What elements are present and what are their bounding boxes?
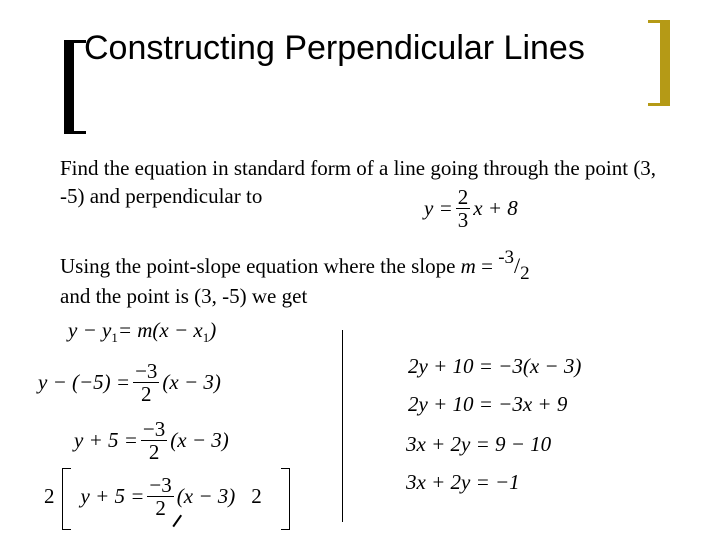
given-fraction [456, 186, 471, 231]
slope-numerator: -3 [498, 247, 515, 268]
s4-pre: 2 [44, 484, 55, 508]
s4-rhs: (x − 3) [176, 484, 236, 508]
given-num: 2 [457, 185, 469, 209]
s4-num: −3 [149, 473, 172, 497]
title-right-bracket [648, 20, 670, 106]
s4-fraction [147, 474, 173, 519]
s2-den: 2 [141, 382, 152, 406]
step-r4: 3x + 2y = −1 [406, 470, 520, 494]
slope-slash: / [514, 253, 521, 278]
point-slope-formula [68, 318, 216, 343]
step-multiply [44, 474, 262, 519]
s3-den: 2 [148, 440, 160, 464]
slope-equals: = [475, 254, 499, 278]
s4-post: 2 [251, 484, 262, 508]
problem-text: Find the equation in standard form of a line going through the point (3, -5) and perpendicular to [60, 156, 657, 208]
problem-statement [60, 154, 660, 210]
method-text-b: and the point is (3, -5) we get [60, 284, 308, 308]
method-statement [60, 247, 660, 310]
s2-lhs: y − (−5) = [38, 370, 131, 394]
ps-sub1: 1 [111, 329, 118, 345]
ps-y: y − y [68, 318, 112, 342]
slide-title: Constructing Perpendicular Lines [84, 29, 585, 67]
s3-rhs: (x − 3) [170, 428, 229, 452]
given-rhs: x + 8 [473, 196, 518, 220]
step-r2: 2y + 10 = −3x + 9 [408, 392, 568, 416]
column-divider [342, 330, 343, 522]
step-simplify [74, 418, 229, 463]
slope-symbol: m [460, 254, 476, 278]
s4-lhs: y + 5 = [80, 484, 145, 508]
s4-den: 2 [155, 496, 166, 520]
s3-fraction [141, 418, 167, 463]
ps-end: ) [209, 318, 217, 342]
ps-mid: = m(x − x [117, 318, 203, 342]
given-equation [424, 186, 518, 231]
multiply-bracket-left [62, 468, 71, 530]
ps-sub2: 1 [202, 329, 210, 345]
s2-rhs: (x − 3) [162, 370, 221, 394]
slope-denominator: 2 [520, 263, 530, 284]
s3-num: −3 [142, 417, 166, 441]
method-text-a: Using the point-slope equation where the slope [60, 254, 461, 278]
title-left-bracket [64, 40, 86, 134]
multiply-bracket-right [281, 468, 290, 530]
given-den: 3 [457, 208, 469, 232]
step-substitute [38, 360, 221, 405]
s2-num: −3 [135, 359, 158, 383]
step-r3: 3x + 2y = 9 − 10 [406, 432, 552, 456]
s2-fraction [133, 360, 159, 405]
given-lhs: y = [424, 196, 453, 220]
s3-lhs: y + 5 = [74, 428, 138, 452]
step-r1: 2y + 10 = −3(x − 3) [408, 354, 582, 378]
